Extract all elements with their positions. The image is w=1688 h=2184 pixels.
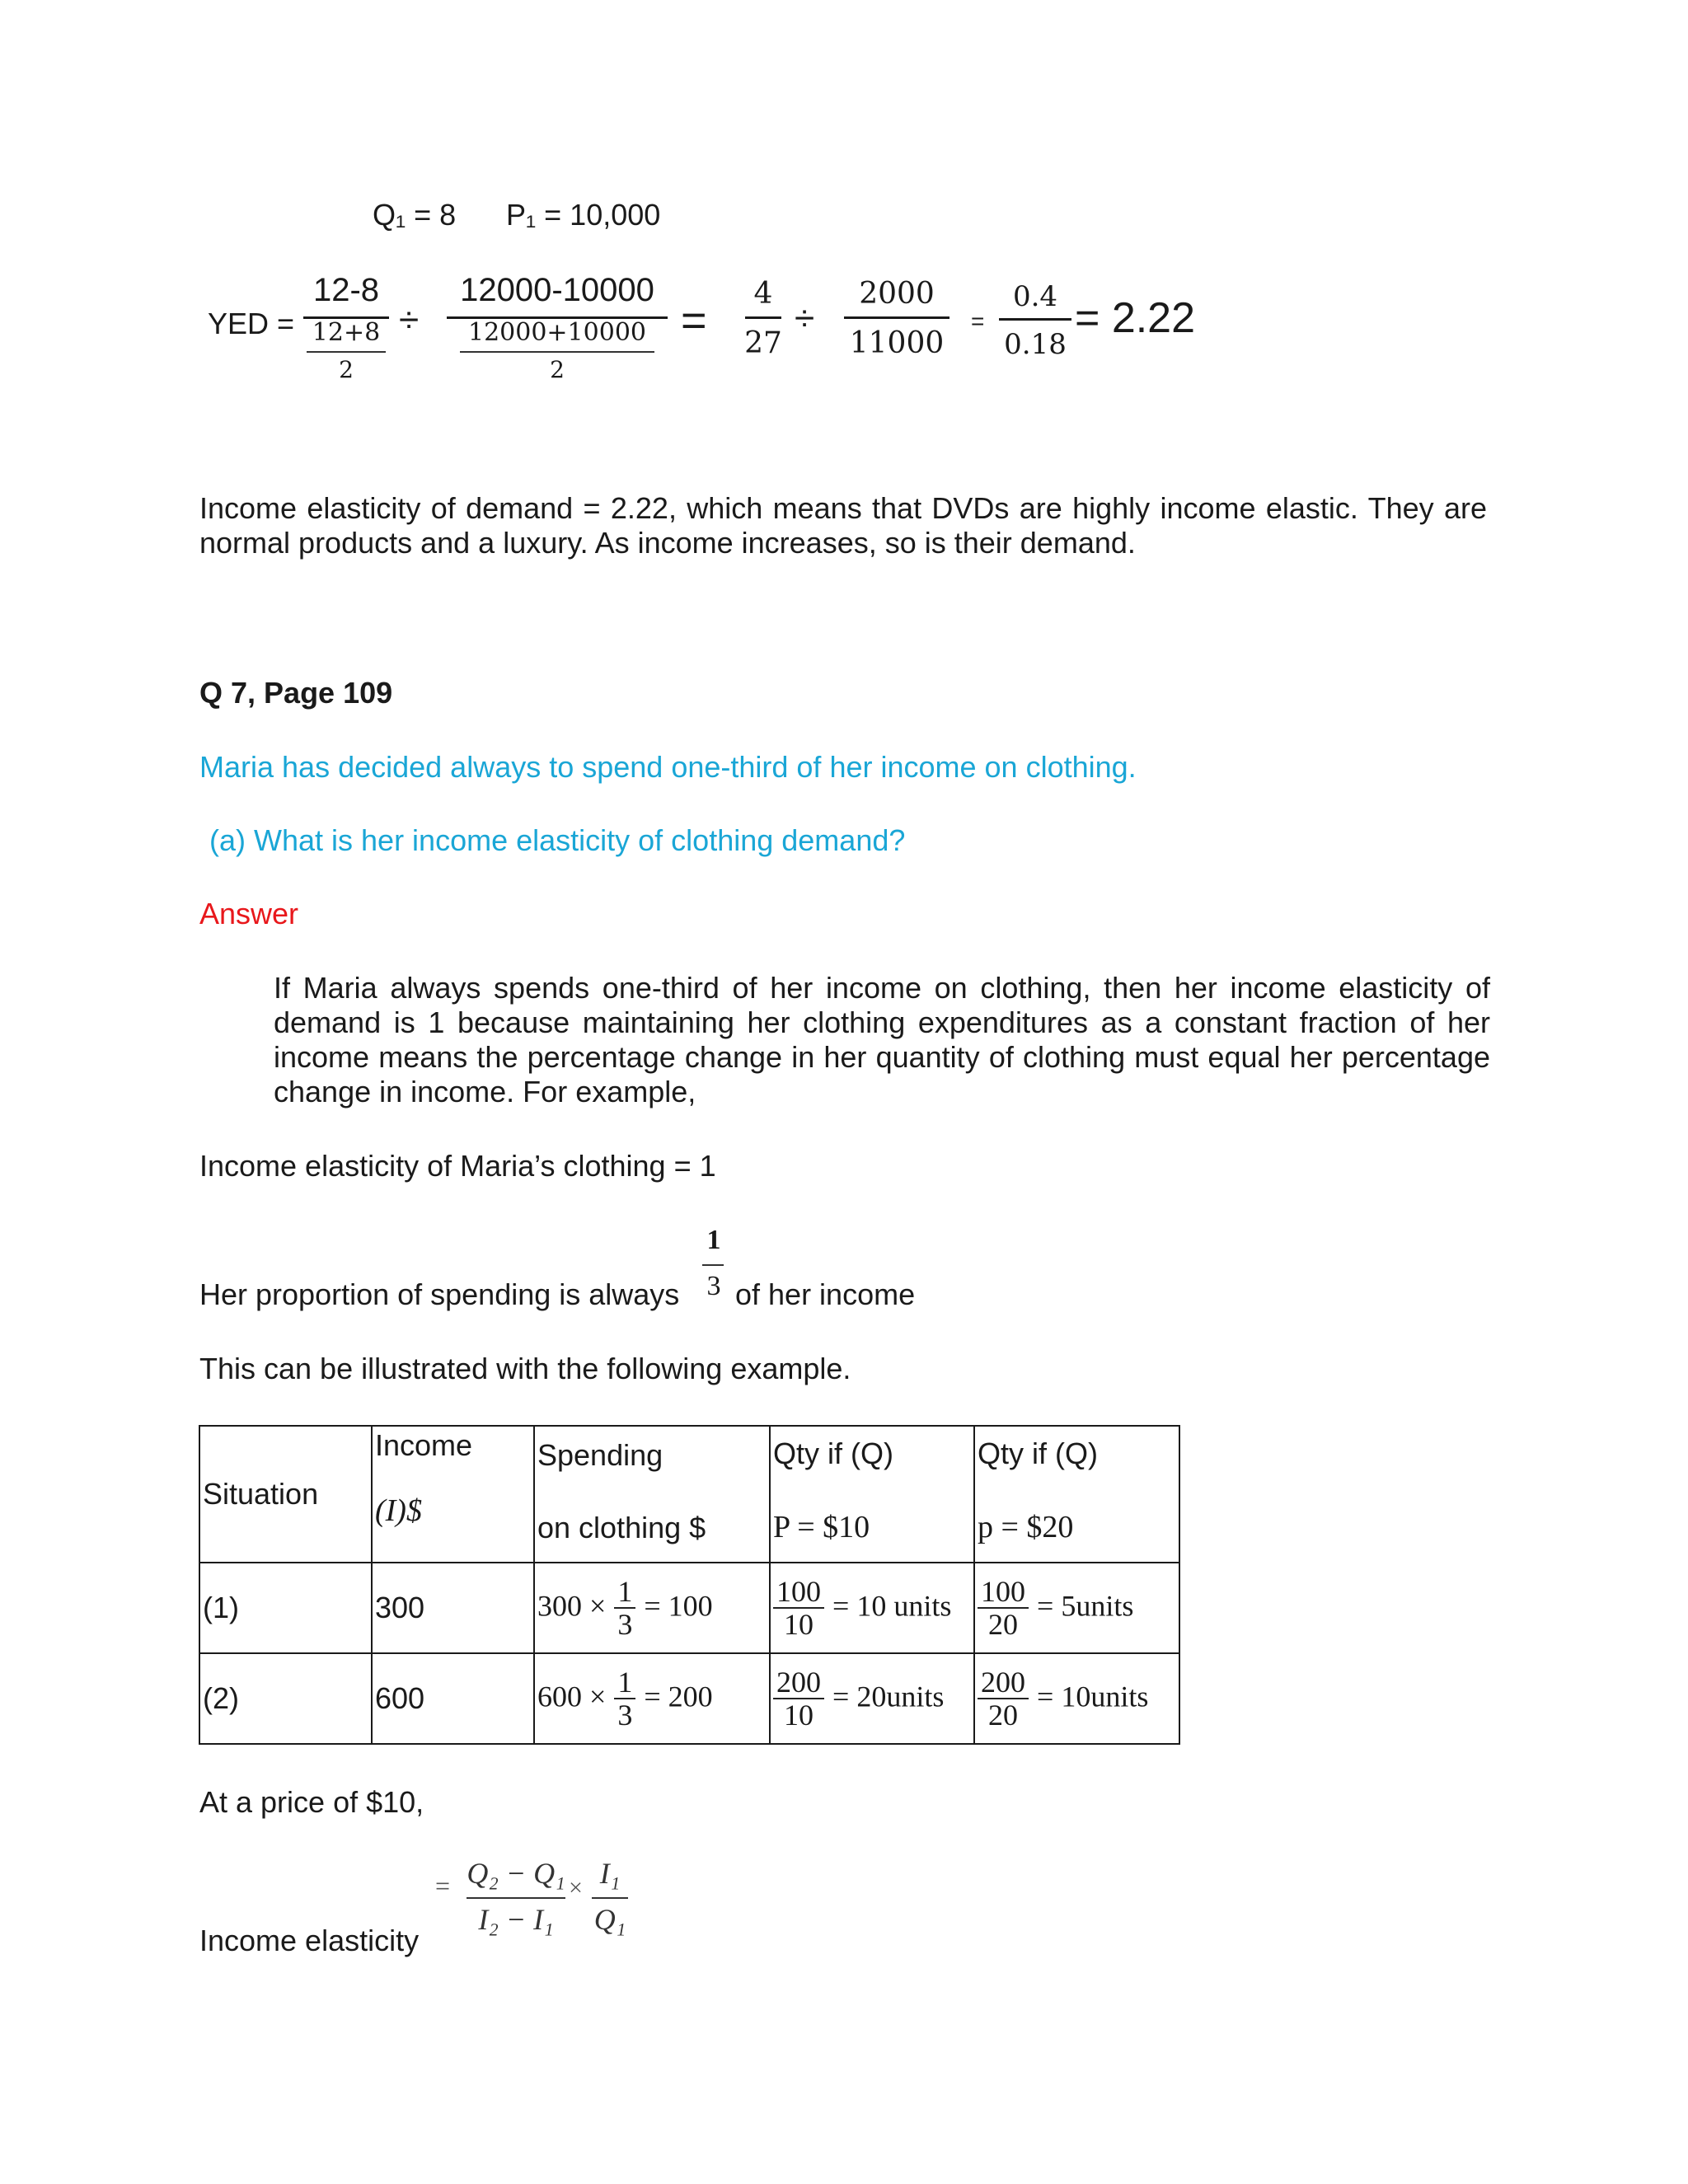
- row-1-income: 300: [372, 1563, 534, 1653]
- yed-f3-bar: [745, 316, 781, 319]
- equals-sign-1: =: [681, 296, 707, 345]
- row-1-qty-10: [770, 1563, 974, 1653]
- yed-f1-numerator: 12-8: [312, 272, 380, 308]
- price-line: At a price of $10,: [199, 1785, 424, 1819]
- row-1-q10-den: 10: [784, 1608, 814, 1641]
- row-2-q20-rhs: = 10units: [1037, 1680, 1149, 1713]
- row-2-q10-num: 200: [773, 1666, 824, 1699]
- answer-label: Answer: [199, 897, 299, 930]
- row-2-income: 600: [372, 1653, 534, 1744]
- row-2-q10-rhs: = 20units: [832, 1680, 945, 1713]
- yed-label: YED =: [208, 307, 295, 340]
- row-1-spend-den: 3: [617, 1608, 633, 1641]
- yed-conclusion: Income elasticity of demand = 2.22, which means that DVDs are highly income elastic. They are normal products and a luxury. As income increases, so is their demand.: [199, 491, 1487, 560]
- elasticity-equals: =: [435, 1871, 451, 1900]
- header-qty-20-bottom: p = $20: [978, 1510, 1074, 1544]
- row-2-qty-10: [770, 1653, 974, 1744]
- row-2-qty-20: [974, 1653, 1179, 1744]
- elasticity-times: ×: [569, 1874, 583, 1901]
- yed-f2-numerator: 12000-10000: [460, 272, 654, 308]
- elasticity-num-1: Q₂ − Q₁: [467, 1857, 565, 1890]
- row-2-spend-den: 3: [617, 1699, 633, 1732]
- table-header-row: [199, 1426, 1179, 1563]
- divide-sign-2: ÷: [795, 298, 815, 339]
- table-row: [199, 1653, 1179, 1744]
- row-2-spending: [534, 1653, 770, 1744]
- p1-value: P₁ = 10,000: [506, 198, 661, 232]
- header-qty-10: [770, 1426, 974, 1563]
- row-1-q10-num: 100: [773, 1576, 824, 1609]
- yed-f5-bar: [999, 318, 1071, 321]
- row-1-q20-rhs: = 5units: [1037, 1589, 1134, 1623]
- row-1-spend-num: 1: [614, 1576, 635, 1609]
- elasticity-den-1: I₂ − I₁: [478, 1903, 554, 1936]
- header-spending-bottom: on clothing $: [537, 1511, 706, 1544]
- header-qty-10-top: Qty if (Q): [773, 1436, 893, 1470]
- elasticity-num-2: I₁: [599, 1857, 621, 1890]
- yed-f2-den-den: 2: [550, 356, 565, 383]
- row-1-q20-num: 100: [978, 1576, 1029, 1609]
- row-2-situation: (2): [199, 1653, 372, 1744]
- q1-value: Q₁ = 8: [373, 198, 457, 232]
- yed-f1-den-den: 2: [339, 356, 354, 383]
- row-1-spending: [534, 1563, 770, 1653]
- yed-f2-den-num: 12000+10000: [467, 318, 646, 347]
- elasticity-bar-1: [467, 1897, 565, 1899]
- illustration-line: This can be illustrated with the following example.: [199, 1352, 851, 1385]
- income-table: [199, 1425, 1180, 1745]
- row-2-q10-den: 10: [784, 1699, 814, 1732]
- yed-f3-denominator: 27: [744, 326, 782, 360]
- yed-f5-denominator: 0.18: [1004, 328, 1067, 361]
- yed-f4-bar: [844, 316, 950, 319]
- elasticity-bar-2: [592, 1897, 628, 1899]
- row-2-q20-num: 200: [978, 1666, 1029, 1699]
- table-row: [199, 1563, 1179, 1653]
- yed-f4-denominator: 11000: [849, 326, 945, 360]
- row-2-spend-lhs: 600 ×: [537, 1680, 607, 1713]
- row-2-q20-den: 20: [988, 1699, 1018, 1732]
- row-1-situation: (1): [199, 1563, 372, 1653]
- elasticity-den-2: Q₁: [593, 1903, 626, 1936]
- header-spending-top: Spending: [537, 1438, 663, 1472]
- row-2-spend-rhs: = 200: [644, 1680, 713, 1713]
- yed-result: = 2.22: [1075, 294, 1196, 342]
- header-spending: [534, 1426, 770, 1563]
- proportion-denominator: 3: [706, 1271, 721, 1301]
- question-part-a: (a) What is her income elasticity of clothing demand?: [209, 823, 906, 857]
- equals-sign-2: =: [971, 308, 985, 334]
- row-1-q10-rhs: = 10 units: [832, 1589, 952, 1623]
- yed-f5-numerator: 0.4: [1012, 280, 1058, 313]
- proportion-bar: [702, 1264, 724, 1266]
- divide-sign-1: ÷: [399, 300, 420, 340]
- row-1-spend-rhs: = 100: [644, 1589, 713, 1623]
- proportion-numerator: 1: [706, 1225, 721, 1255]
- elasticity-label: Income elasticity: [199, 1924, 420, 1957]
- yed-f1-den-bar: [307, 351, 386, 353]
- elasticity-statement: Income elasticity of Maria’s clothing = 1: [199, 1149, 716, 1183]
- yed-f4-numerator: 2000: [859, 277, 935, 311]
- row-2-spend-num: 1: [614, 1666, 635, 1699]
- question-heading: Q 7, Page 109: [199, 676, 393, 710]
- answer-paragraph: If Maria always spends one-third of her income on clothing, then her income elasticity of demand is 1 because maintaining her clothing expenditures as a constant fraction of her income means the percentage change in her quantity of clothing must equal her percentage change in income. For example,: [274, 971, 1490, 1108]
- proportion-text-post: of her income: [735, 1277, 916, 1311]
- proportion-text-pre: Her proportion of spending is always: [199, 1277, 680, 1311]
- yed-f3-numerator: 4: [753, 277, 773, 311]
- question-prompt: Maria has decided always to spend one-third of her income on clothing.: [199, 750, 1137, 784]
- header-income-top: Income: [375, 1428, 473, 1462]
- yed-f1-den-num: 12+8: [312, 318, 381, 347]
- row-1-qty-20: [974, 1563, 1179, 1653]
- header-situation: Situation: [199, 1426, 372, 1563]
- header-qty-10-bottom: P = $10: [773, 1510, 870, 1544]
- header-qty-20: [974, 1426, 1179, 1563]
- header-income: [372, 1426, 534, 1563]
- header-qty-20-top: Qty if (Q): [978, 1436, 1098, 1470]
- header-income-bottom: (I)$: [375, 1493, 422, 1528]
- yed-f2-den-bar: [460, 351, 654, 353]
- row-1-spend-lhs: 300 ×: [537, 1589, 607, 1623]
- row-1-q20-den: 20: [988, 1608, 1018, 1641]
